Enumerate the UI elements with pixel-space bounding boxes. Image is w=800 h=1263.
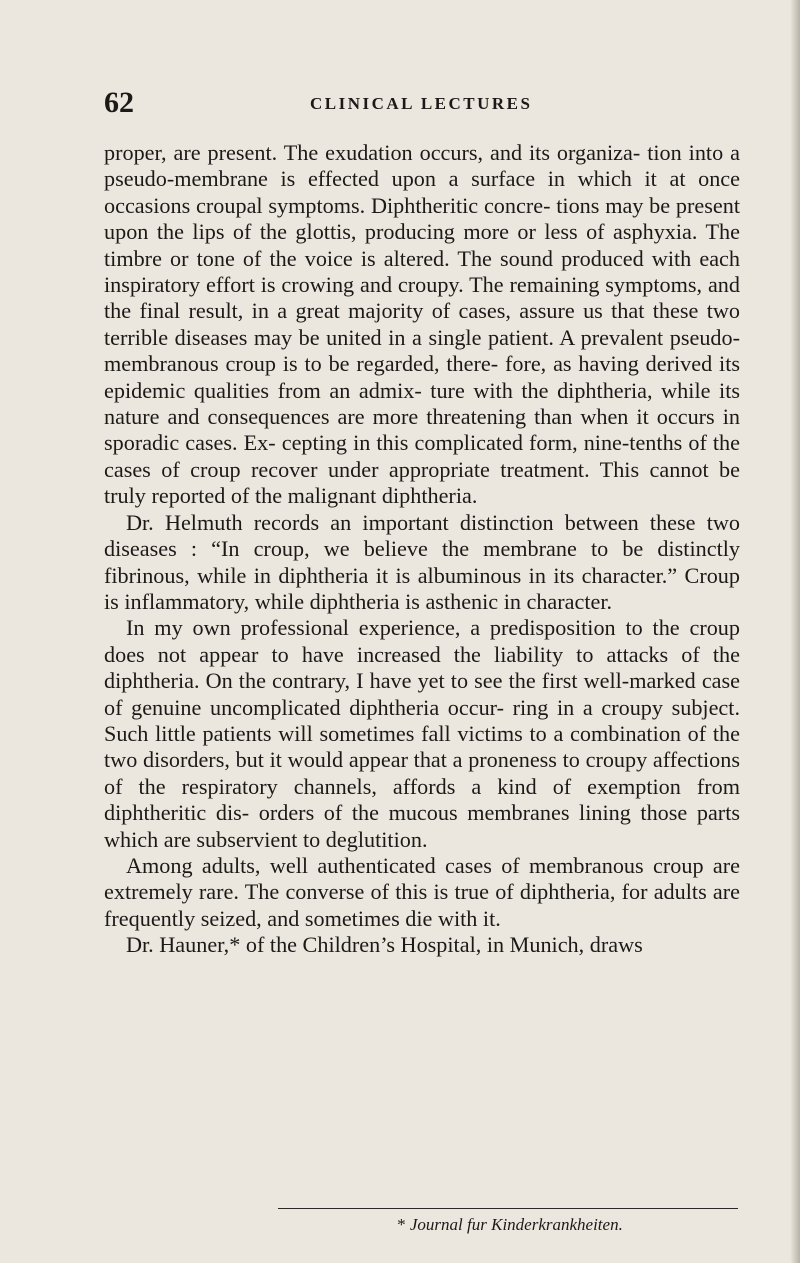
page-number: 62	[104, 86, 134, 119]
paragraph-2: Dr. Helmuth records an important distinction between these two diseases : “In croup, we believe the membrane to be distinctly fibrinous, while in diphtheria it is albuminous in its character.” Croup is inflammatory, while diphtheria is asthenic in character.	[104, 509, 740, 614]
page-edge-shadow	[790, 0, 800, 1263]
body-text	[104, 140, 740, 959]
footnote	[280, 1215, 740, 1235]
footnote-text: Journal fur Kinderkrankheiten.	[409, 1215, 623, 1234]
running-head: CLINICAL LECTURES	[310, 94, 533, 113]
footnote-marker: *	[397, 1215, 406, 1234]
paragraph-4: Among adults, well authenticated cases of membranous croup are extremely rare. The converse of this is true of diphtheria, for adults are frequently seized, and sometimes die with it.	[104, 852, 740, 931]
page-header	[104, 86, 744, 126]
paragraph-5: Dr. Hauner,* of the Children’s Hospital, in Munich, draws	[126, 932, 643, 958]
paragraph-3: In my own professional experience, a predisposition to the croup does not appear to have increased the liability to attacks of the diphtheria. On the contrary, I have yet to see the first well-marked case of genuine uncomplicated diphtheria occur- ring in a croupy subject. Such little patients will sometimes fall victims to a combination of the two disorders, but it would appear that a proneness to croupy affections of the respiratory channels, affords a kind of exemption from diphtheritic dis- orders of the mucous membranes lining those parts which are subservient to deglutition.	[104, 615, 740, 852]
paragraph-1: proper, are present. The exudation occurs, and its organiza- tion into a pseudo-membrane is effected upon a surface in which it at once occasions croupal symptoms. Diphtheritic concre- tions may be present upon the lips of the glottis, producing more or less of asphyxia. The timbre or tone of the voice is altered. The sound produced with each inspiratory effort is crowing and croupy. The remaining symptoms, and the final result, in a great majority of cases, assure us that these two terrible diseases may be united in a single patient. A prevalent pseudo-membranous croup is to be regarded, there- fore, as having derived its epidemic qualities from an admix- ture with the diphtheria, while its nature and consequences are more threatening than when it occurs in sporadic cases. Ex- cepting in this complicated form, nine-tenths of the cases of croup recover under appropriate treatment. This cannot be truly reported of the malignant diphtheria.	[104, 140, 740, 509]
footnote-rule	[278, 1208, 738, 1209]
